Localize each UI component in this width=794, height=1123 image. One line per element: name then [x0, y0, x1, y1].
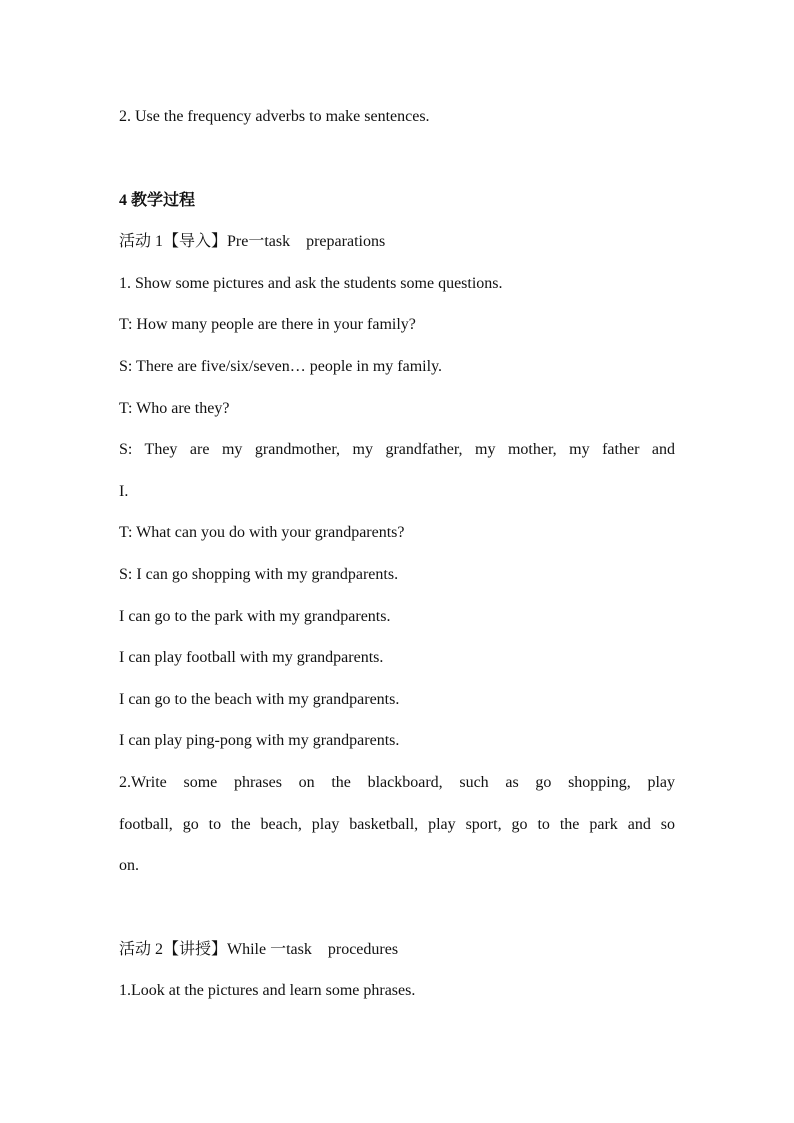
dialogue-line: T: Who are they?: [119, 400, 230, 417]
activity-2-title: 活动 2【讲授】While 一task procedures: [119, 941, 399, 958]
activity-1-item-2-line-1: 2.Write some phrases on the blackboard, such as go shopping, play: [119, 774, 675, 791]
dialogue-line: I can go to the park with my grandparents.: [119, 608, 391, 625]
step-2-use-frequency-adverbs: 2. Use the frequency adverbs to make sentences.: [119, 108, 430, 125]
dialogue-line: S: I can go shopping with my grandparents.: [119, 566, 399, 583]
section-4-heading: 4 教学过程: [119, 192, 196, 209]
dialogue-line: T: How many people are there in your family?: [119, 316, 416, 333]
dialogue-line: S: They are my grandmother, my grandfather, my mother, my father and: [119, 441, 675, 458]
activity-2-item-1: 1.Look at the pictures and learn some phrases.: [119, 982, 416, 999]
activity-1-title: 活动 1【导入】Pre一task preparations: [119, 233, 386, 250]
activity-1-item-2-line-3: on.: [119, 857, 139, 874]
dialogue-line: I.: [119, 483, 129, 500]
dialogue-line: I can play football with my grandparents.: [119, 649, 384, 666]
activity-1-item-2-line-2: football, go to the beach, play basketball, play sport, go to the park and so: [119, 816, 675, 833]
activity-1-item-1: 1. Show some pictures and ask the students some questions.: [119, 275, 503, 292]
dialogue-line: T: What can you do with your grandparents?: [119, 524, 405, 541]
dialogue-line: S: There are five/six/seven… people in my family.: [119, 358, 443, 375]
dialogue-line: I can go to the beach with my grandparents.: [119, 691, 400, 708]
dialogue-line: I can play ping-pong with my grandparents.: [119, 732, 400, 749]
